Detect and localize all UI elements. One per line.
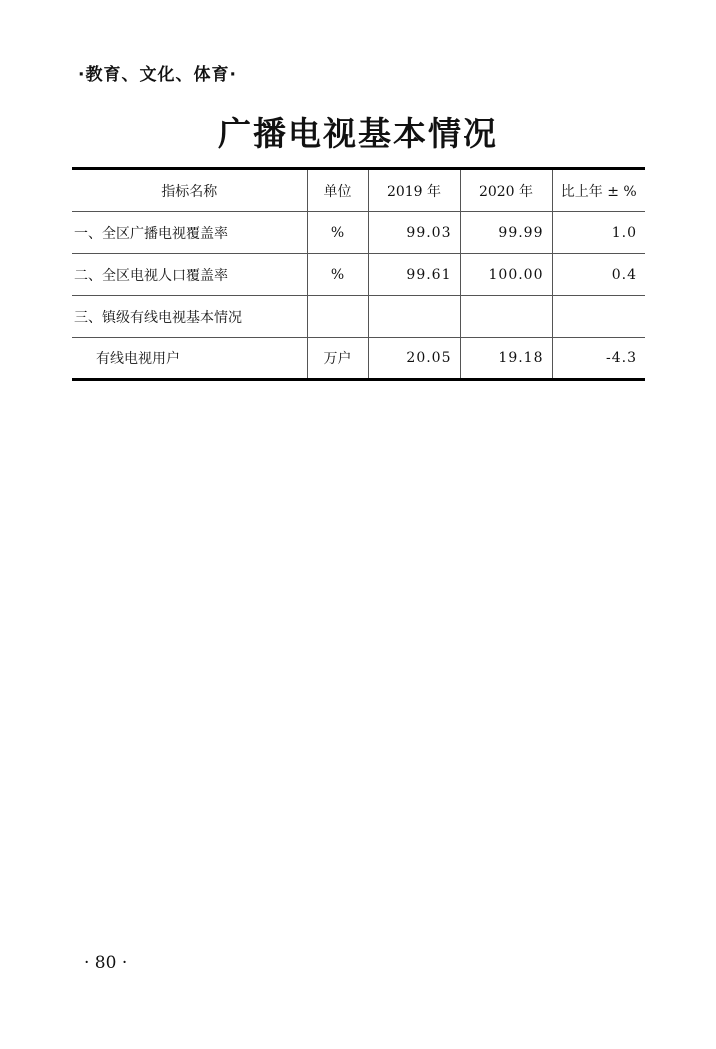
column-header-2020: 2020 年 <box>460 169 552 212</box>
table-header-row <box>72 169 645 212</box>
row-name: 三、镇级有线电视基本情况 <box>72 296 307 338</box>
page-title: 广播电视基本情况 <box>218 114 498 153</box>
row-name: 一、全区广播电视覆盖率 <box>72 212 307 254</box>
row-2020-value <box>460 296 552 338</box>
row-2020-value: 100.00 <box>460 254 552 296</box>
row-change-value: 0.4 <box>552 254 645 296</box>
row-2019-value: 20.05 <box>368 338 460 380</box>
row-unit <box>307 296 368 338</box>
column-header-2019: 2019 年 <box>368 169 460 212</box>
row-2019-value: 99.03 <box>368 212 460 254</box>
row-2019-value: 99.61 <box>368 254 460 296</box>
column-header-indicator: 指标名称 <box>72 169 307 212</box>
row-2020-value: 19.18 <box>460 338 552 380</box>
column-header-unit: 单位 <box>307 169 368 212</box>
row-change-value: 1.0 <box>552 212 645 254</box>
table-row <box>72 254 645 296</box>
row-change-value <box>552 296 645 338</box>
row-2020-value: 99.99 <box>460 212 552 254</box>
column-header-change: 比上年 ± % <box>552 169 645 212</box>
table-row <box>72 296 645 338</box>
row-unit: % <box>307 212 368 254</box>
row-2019-value <box>368 296 460 338</box>
row-name: 有线电视用户 <box>72 338 307 380</box>
row-name: 二、全区电视人口覆盖率 <box>72 254 307 296</box>
row-unit: 万户 <box>307 338 368 380</box>
table-row <box>72 212 645 254</box>
row-change-value: -4.3 <box>606 350 637 366</box>
statistics-table <box>72 167 645 381</box>
section-header: ·教育、文化、体育· <box>78 65 237 85</box>
row-unit: % <box>307 254 368 296</box>
table-row <box>72 338 645 380</box>
page-number: · 80 · <box>84 953 128 973</box>
